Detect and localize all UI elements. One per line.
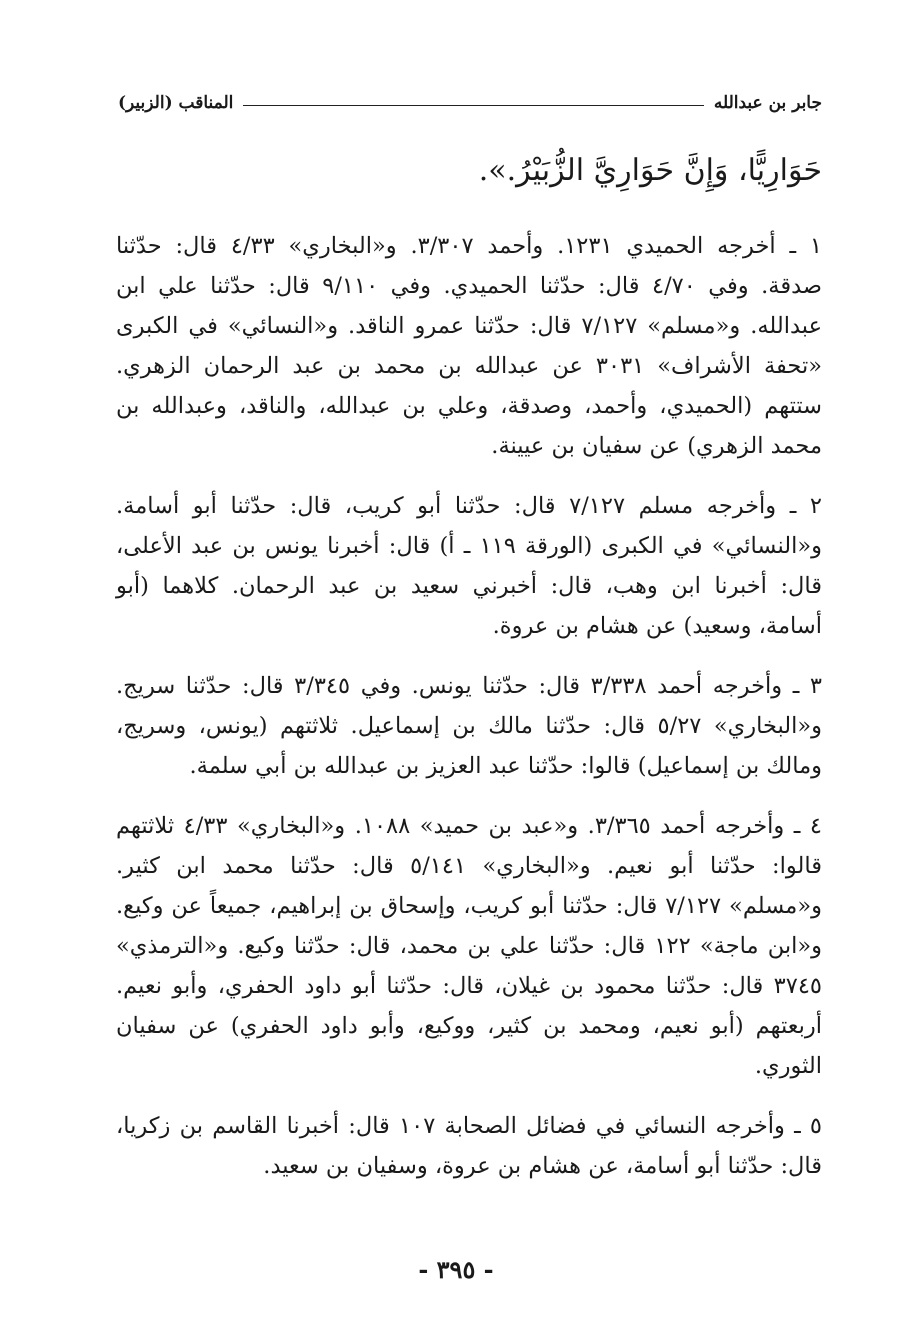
footnote-paragraph-5: ٥ ـ وأخرجه النسائي في فضائل الصحابة ١٠٧ قال: أخبرنا القاسم بن زكريا، قال: حدّثنا أبو أسامة، عن هشام بن عروة، وسفيان بن سعيد.	[116, 1113, 822, 1179]
running-header	[118, 88, 822, 118]
page-content	[116, 140, 822, 1206]
header-chapter-name: جابر بن عبدالله	[713, 93, 822, 113]
footnote-paragraph-2: ٢ ـ وأخرجه مسلم ٧/١٢٧ قال: حدّثنا أبو كريب، قال: حدّثنا أبو أسامة. و«النسائي» في الكبرى (الورقة ١١٩ ـ أ) قال: أخبرنا يونس بن عبد الأعلى، قال: أخبرنا ابن وهب، قال: أخبرني سعيد بن عبد الرحمان. كلاهما (أبو أسامة، وسعيد) عن هشام بن عروة.	[116, 493, 822, 639]
footnote-paragraph-1: ١ ـ أخرجه الحميدي ١٢٣١. وأحمد ٣/٣٠٧. و«البخاري» ٤/٣٣ قال: حدّثنا صدقة. وفي ٤/٧٠ قال: حدّثنا الحميدي. وفي ٩/١١٠ قال: حدّثنا علي ابن عبدالله. و«مسلم» ٧/١٢٧ قال: حدّثنا عمرو الناقد. و«النسائي» في الكبرى «تحفة الأشراف» ٣٠٣١ عن عبدالله بن محمد بن عبد الرحمان الزهري. ستتهم (الحميدي، وأحمد، وصدقة، وعلي بن عبدالله، والناقد، وعبدالله بن محمد الزهري) عن سفيان بن عيينة.	[116, 233, 822, 459]
page-number: - ٣٩٥ -	[418, 1255, 494, 1284]
hadith-text-line: حَوَارِيًّا، وَإِنَّ حَوَارِيَّ الزُّبَيْرُ.».	[478, 153, 822, 188]
footnote-paragraph-4: ٤ ـ وأخرجه أحمد ٣/٣٦٥. و«عبد بن حميد» ١٠٨٨. و«البخاري» ٤/٣٣ ثلاثتهم قالوا: حدّثنا أبو نعيم. و«البخاري» ٥/١٤١ قال: حدّثنا محمد ابن كثير. و«مسلم» ٧/١٢٧ قال: حدّثنا أبو كريب، وإسحاق بن إبراهيم، جميعاً عن وكيع. و«ابن ماجة» ١٢٢ قال: حدّثنا علي بن محمد، قال: حدّثنا وكيع. و«الترمذي» ٣٧٤٥ قال: حدّثنا محمود بن غيلان، قال: حدّثنا أبو داود الحفري، وأبو نعيم. أربعتهم (أبو نعيم، ومحمد بن كثير، ووكيع، وأبو داود الحفري) عن سفيان الثوري.	[116, 813, 822, 1079]
header-rule	[243, 105, 703, 106]
header-section-title: المناقب (الزبير)	[118, 93, 234, 113]
footnote-paragraph-3: ٣ ـ وأخرجه أحمد ٣/٣٣٨ قال: حدّثنا يونس. وفي ٣/٣٤٥ قال: حدّثنا سريج. و«البخاري» ٥/٢٧ قال: حدّثنا مالك بن إسماعيل. ثلاثتهم (يونس، وسريج، ومالك بن إسماعيل) قالوا: حدّثنا عبد العزيز بن عبدالله بن أبي سلمة.	[116, 673, 822, 779]
